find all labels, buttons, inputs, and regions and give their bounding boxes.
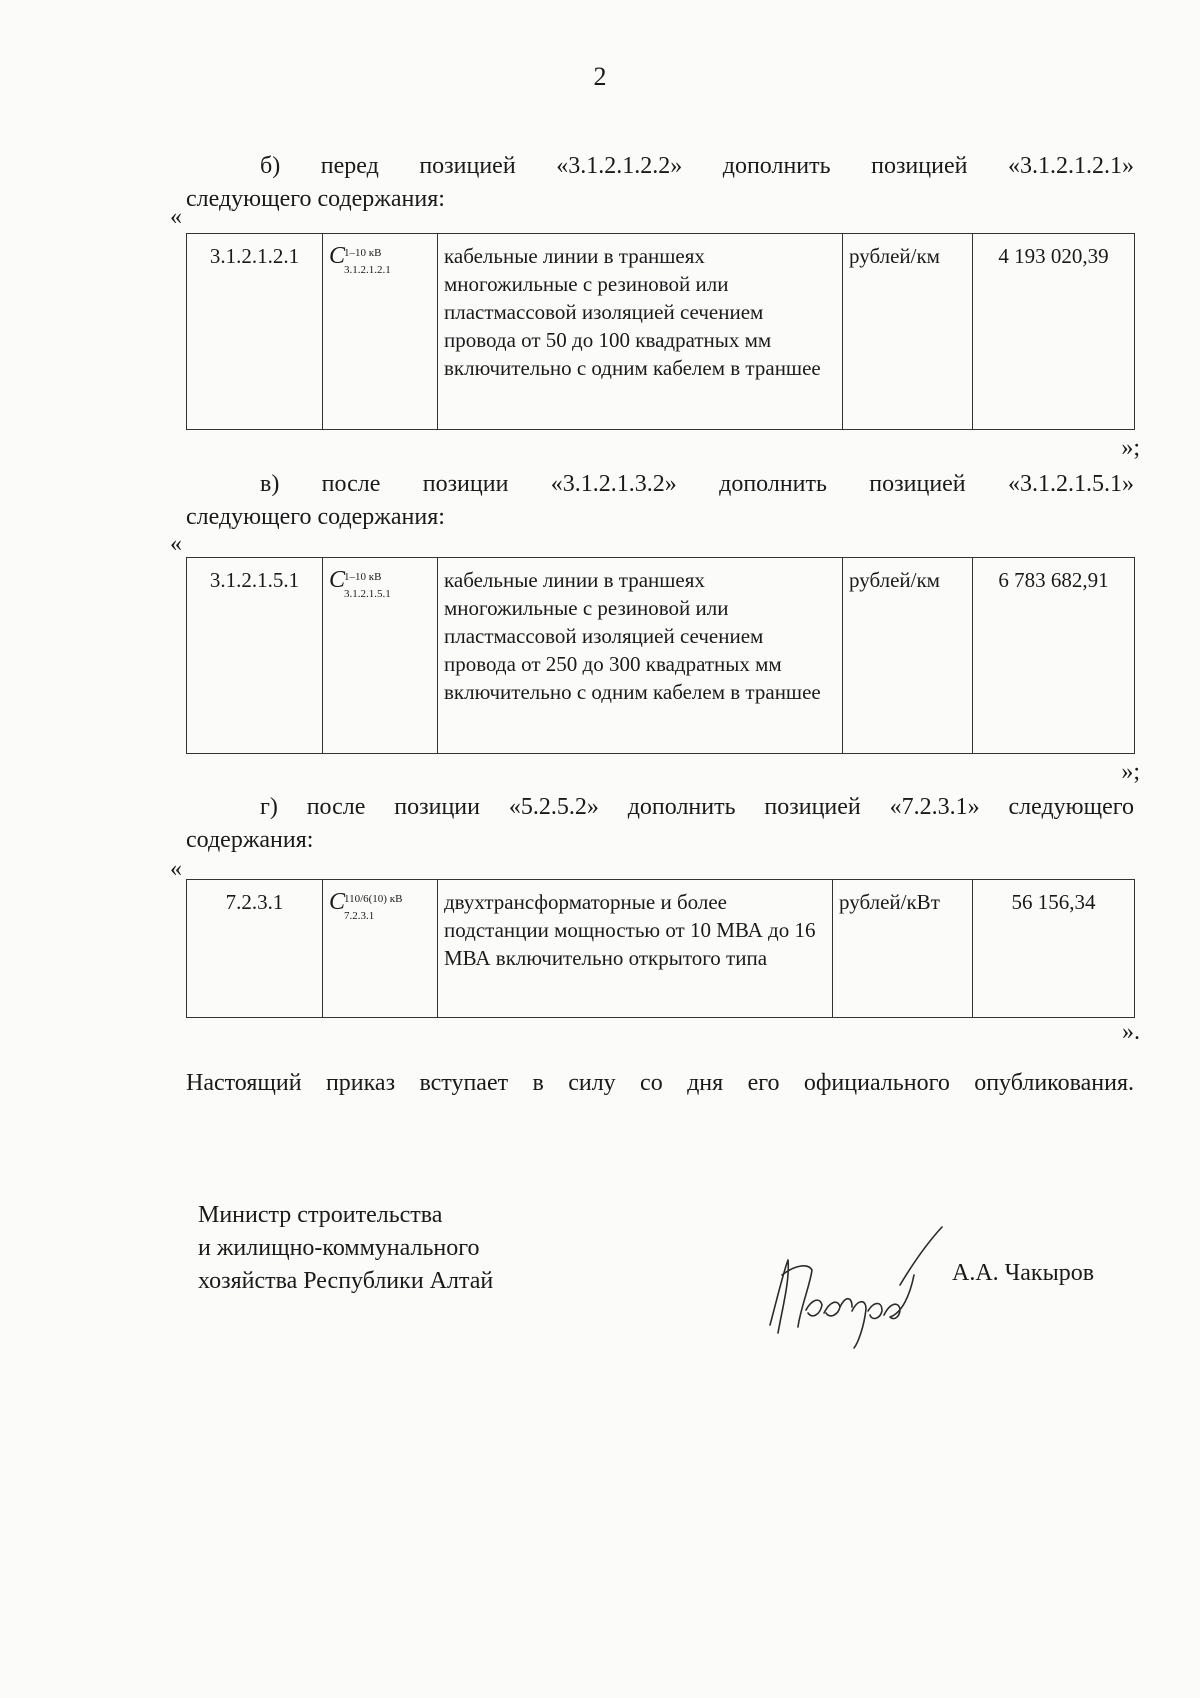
amendment-v-intro [186, 468, 1134, 534]
amendment-b-table [186, 233, 1135, 430]
position-description: кабельные линии в траншеях многожильные с резиновой или пластмассовой изоляцией сечением провода от 250 до 300 квадратных мм включительно с одним кабелем в траншее [438, 558, 843, 754]
symbol-superscript: 1–10 кВ [344, 247, 382, 259]
table-row [187, 558, 1135, 754]
symbol-superscript: 110/6(10) кВ [344, 893, 403, 905]
amendment-v-open-quote: « [170, 531, 182, 557]
amendment-g-intro-line: г) после позиции «5.2.5.2» дополнить позицией «7.2.3.1» следующего [260, 794, 1134, 820]
position-unit: рублей/км [843, 234, 973, 430]
amendment-v-table [186, 557, 1135, 754]
amendment-b-open-quote: « [170, 204, 182, 230]
handwritten-signature [760, 1215, 950, 1350]
symbol-subscript: 3.1.2.1.2.1 [344, 264, 391, 276]
position-code: 7.2.3.1 [187, 880, 323, 1018]
amendment-g-intro-continuation: содержания: [186, 827, 314, 853]
signatory-name: А.А. Чакыров [952, 1260, 1095, 1286]
signatory-position-line: хозяйства Республики Алтай [198, 1268, 494, 1294]
amendment-b-intro-continuation: следующего содержания: [186, 186, 445, 212]
symbol-base: C [329, 567, 346, 593]
position-unit: рублей/км [843, 558, 973, 754]
amendment-g-close-quote: ». [1122, 1019, 1140, 1045]
signatory-position [198, 1199, 493, 1298]
amendment-v-close-quote: »; [1121, 759, 1140, 785]
amendment-g-intro [186, 791, 1134, 857]
symbol-subscript: 7.2.3.1 [344, 910, 375, 922]
position-code: 3.1.2.1.5.1 [187, 558, 323, 754]
amendment-b-close-quote: »; [1121, 435, 1140, 461]
symbol-subscript: 3.1.2.1.5.1 [344, 588, 391, 600]
symbol-base: C [329, 243, 346, 269]
amendment-v-intro-continuation: следующего содержания: [186, 504, 445, 530]
position-description: кабельные линии в траншеях многожильные с резиновой или пластмассовой изоляцией сечением провода от 50 до 100 квадратных мм включительно с одним кабелем в траншее [438, 234, 843, 430]
tariff-symbol [323, 880, 438, 1018]
amendment-g-open-quote: « [170, 856, 182, 882]
position-value: 6 783 682,91 [973, 558, 1135, 754]
table-row [187, 234, 1135, 430]
signatory-position-line: Министр строительства [198, 1202, 443, 1228]
position-code: 3.1.2.1.2.1 [187, 234, 323, 430]
position-value: 4 193 020,39 [973, 234, 1135, 430]
position-unit: рублей/кВт [833, 880, 973, 1018]
symbol-base: C [329, 889, 346, 915]
page-number: 2 [593, 62, 607, 91]
tariff-symbol [323, 558, 438, 754]
tariff-symbol [323, 234, 438, 430]
amendment-g-table [186, 879, 1135, 1018]
amendment-b-intro-line: б) перед позицией «3.1.2.1.2.2» дополнить позицией «3.1.2.1.2.1» [260, 153, 1134, 179]
table-row [187, 880, 1135, 1018]
symbol-superscript: 1–10 кВ [344, 571, 382, 583]
amendment-v-intro-line: в) после позиции «3.1.2.1.3.2» дополнить позицией «3.1.2.1.5.1» [260, 471, 1134, 497]
signatory-position-line: и жилищно-коммунального [198, 1235, 480, 1261]
amendment-b-intro [186, 150, 1134, 216]
closing-text: Настоящий приказ вступает в силу со дня его официального опубликования. [186, 1070, 1134, 1096]
position-description: двухтрансформаторные и более подстанции мощностью от 10 МВА до 16 МВА включительно открытого типа [438, 880, 833, 1018]
position-value: 56 156,34 [973, 880, 1135, 1018]
